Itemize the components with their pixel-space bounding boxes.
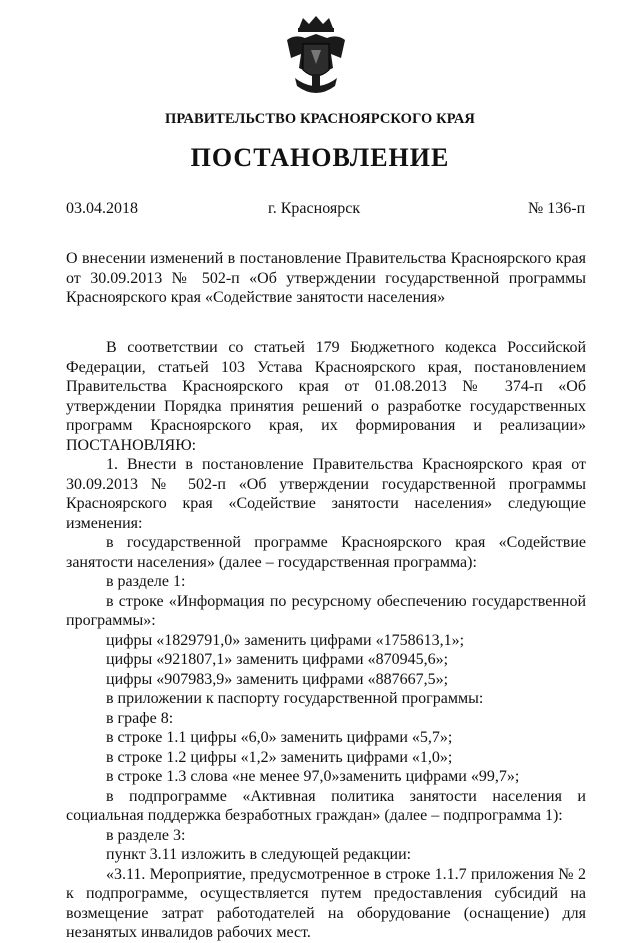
paragraph: в приложении к паспорту государственной программы: [106,690,484,707]
paragraph: в строке 1.1 цифры «6,0» заменить цифрами «5,7»; [106,729,453,746]
paragraph: в строке 1.2 цифры «1,2» заменить цифрами «1,0»; [106,748,453,766]
coat-of-arms-emblem [281,14,351,98]
document-date: 03.04.2018 [66,200,138,217]
paragraph: в разделе 1: [106,573,186,590]
organization-title: ПРАВИТЕЛЬСТВО КРАСНОЯРСКОГО КРАЯ [164,111,475,127]
paragraph: в разделе 3: [106,826,186,844]
paragraph: пункт 3.11 изложить в следующей редакции: [106,846,412,863]
paragraph: цифры «907983,9» заменить цифрами «887667,5»; [106,670,449,688]
paragraph: цифры «1829791,0» заменить цифрами «1758613,1»; [106,631,465,649]
paragraph: в строке 1.3 слова «не менее 97,0»заменить цифрами «99,7»; [106,768,520,785]
document-body [66,338,586,943]
document-type-title: ПОСТАНОВЛЕНИЕ [190,143,450,172]
document-subject: О внесении изменений в постановление Правительства Красноярского края от 30.09.2013 № 502-п «Об утверждении государственной программы Красноярского края «Содействие занятости населения» [66,250,586,306]
document-number: № 136-п [528,200,586,217]
paragraph: в государственной программе Красноярского края «Содействие занятости населения» (далее – государственная программа): [66,534,586,571]
paragraph: В соответствии со статьей 179 Бюджетного кодекса Российской Федерации, статьей 103 Устава Красноярского края, постановлением Правительства Красноярского края от 01.08.2013 № 374-п «Об утверждении Порядка принятия решений о разработке государственных программ Красноярского края, их формирования и реализации» ПОСТАНОВЛЯЮ: [66,339,586,454]
document-city: г. Красноярск [268,200,361,217]
paragraph: цифры «921807,1» заменить цифрами «870945,6»; [106,651,449,668]
paragraph: 1. Внести в постановление Правительства Красноярского края от 30.09.2013 № 502-п «Об утверждении государственной программы Красноярского края «Содействие занятости населения» следующие изменения: [66,456,586,532]
paragraph: в подпрограмме «Активная политика занятости населения и социальная поддержка безработных граждан» (далее – подпрограмма 1): [66,787,586,824]
paragraph: в строке «Информация по ресурсному обеспечению государственной программы»: [66,592,586,629]
paragraph: в графе 8: [106,709,174,727]
paragraph: «3.11. Мероприятие, предусмотренное в строке 1.1.7 приложения № 2 к подпрограмме, осуществляется путем предоставления субсидий на возмещение затрат работодателей на оборудование (оснащение) для незанятых инвалидов рабочих мест. [66,865,586,941]
